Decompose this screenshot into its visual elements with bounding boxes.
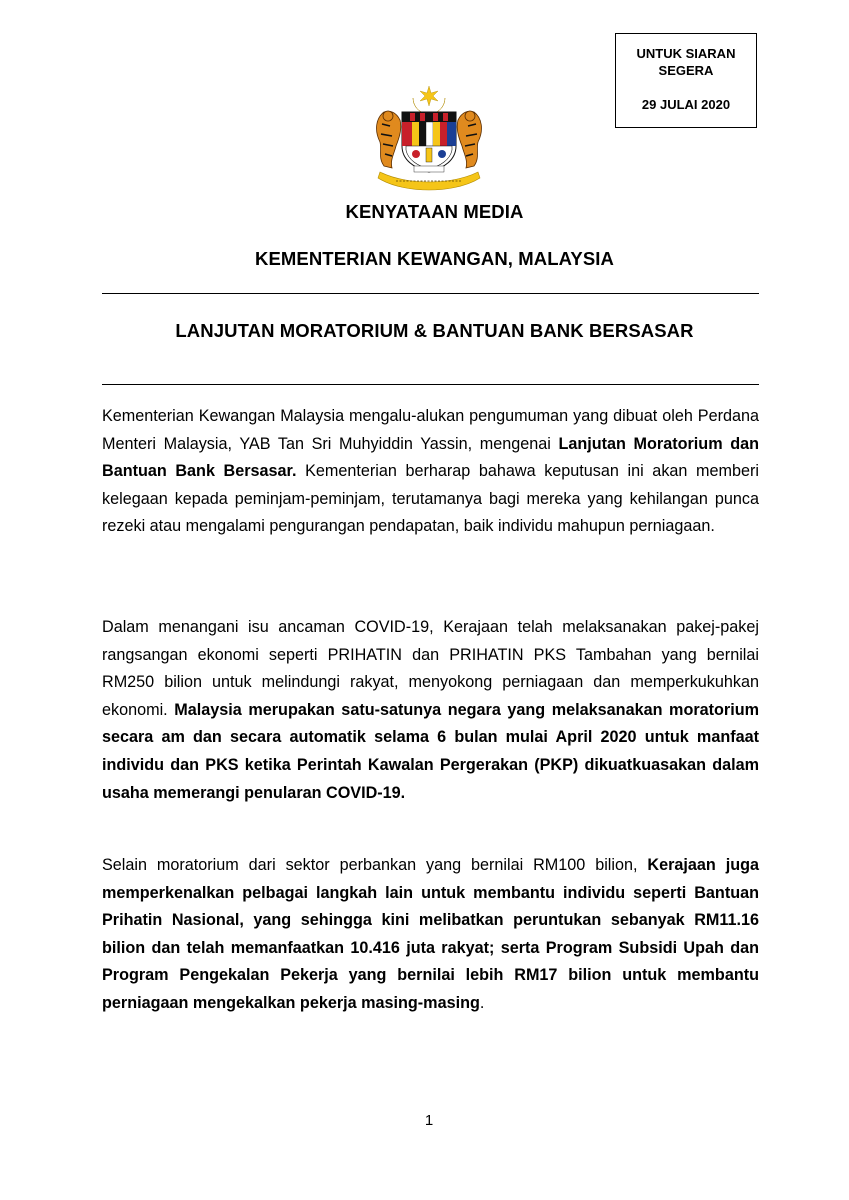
subject-heading: LANJUTAN MORATORIUM & BANTUAN BANK BERSASAR xyxy=(175,320,694,341)
divider-top xyxy=(102,293,759,294)
page-number: 1 xyxy=(424,1112,434,1129)
divider-bottom xyxy=(102,384,759,385)
document-title: KENYATAAN MEDIA xyxy=(345,201,524,222)
paragraph-3-text-end: . xyxy=(479,993,485,1012)
paragraph-3-bold: Kerajaan juga memperkenalkan pelbagai langkah lain untuk membantu individu seperti Bantuan Prihatin Nasional, yang sehingga kini melibatkan peruntukan sebanyak RM11.16 bilion dan telah memanfaatkan 10.416 juta rakyat; serta Program Subsidi Upah dan Program Pengekalan Pekerja yang bernilai lebih RM17 bilion untuk membantu perniagaan mengekalkan pekerja masing-masing xyxy=(102,856,759,1012)
paragraph-1-bold: Lanjutan Moratorium dan Bantuan Bank Bersasar. xyxy=(102,434,760,481)
paragraph-2-text: Dalam menangani isu ancaman COVID-19, Kerajaan telah melaksanakan pakej-pakej rangsangan ekonomi seperti PRIHATIN dan PRIHATIN PKS Tambahan yang bernilai RM250 bilion untuk melindungi rakyat, menyokong perniagaan dan memperkukuhkan ekonomi. xyxy=(102,618,759,719)
paragraph-3-text: Selain moratorium dari sektor perbankan yang bernilai RM100 bilion, xyxy=(102,856,648,874)
coat-of-arms-icon xyxy=(366,84,492,192)
paragraph-1 xyxy=(102,403,759,541)
ministry-name: KEMENTERIAN KEWANGAN, MALAYSIA xyxy=(255,248,614,269)
release-line-2: SEGERA xyxy=(658,63,714,78)
paragraph-1-text: Kementerian Kewangan Malaysia mengalu-alukan pengumuman yang dibuat oleh Perdana Menteri Malaysia, YAB Tan Sri Muhyiddin Yassin, mengenai xyxy=(102,407,759,453)
paragraph-3 xyxy=(102,852,759,1018)
release-line-1: UNTUK SIARAN xyxy=(636,46,736,61)
paragraph-2-bold: Malaysia merupakan satu-satunya negara yang melaksanakan moratorium secara am dan secara automatik selama 6 bulan mulai April 2020 untuk manfaat individu dan PKS ketika Perintah Kawalan Pergerakan (PKP) dikuatkuasakan dalam usaha memerangi penularan COVID-19. xyxy=(102,700,759,802)
paragraph-2 xyxy=(102,614,759,807)
release-date: 29 JULAI 2020 xyxy=(641,97,731,112)
release-notice-box xyxy=(615,33,757,128)
paragraph-1-text-end: Kementerian berharap bahawa keputusan ini akan memberi kelegaan kepada peminjam-peminjam, terutamanya bagi mereka yang kehilangan punca rezeki atau mengalami pengurangan pendapatan, baik individu mahupun perniagaan. xyxy=(102,462,759,536)
